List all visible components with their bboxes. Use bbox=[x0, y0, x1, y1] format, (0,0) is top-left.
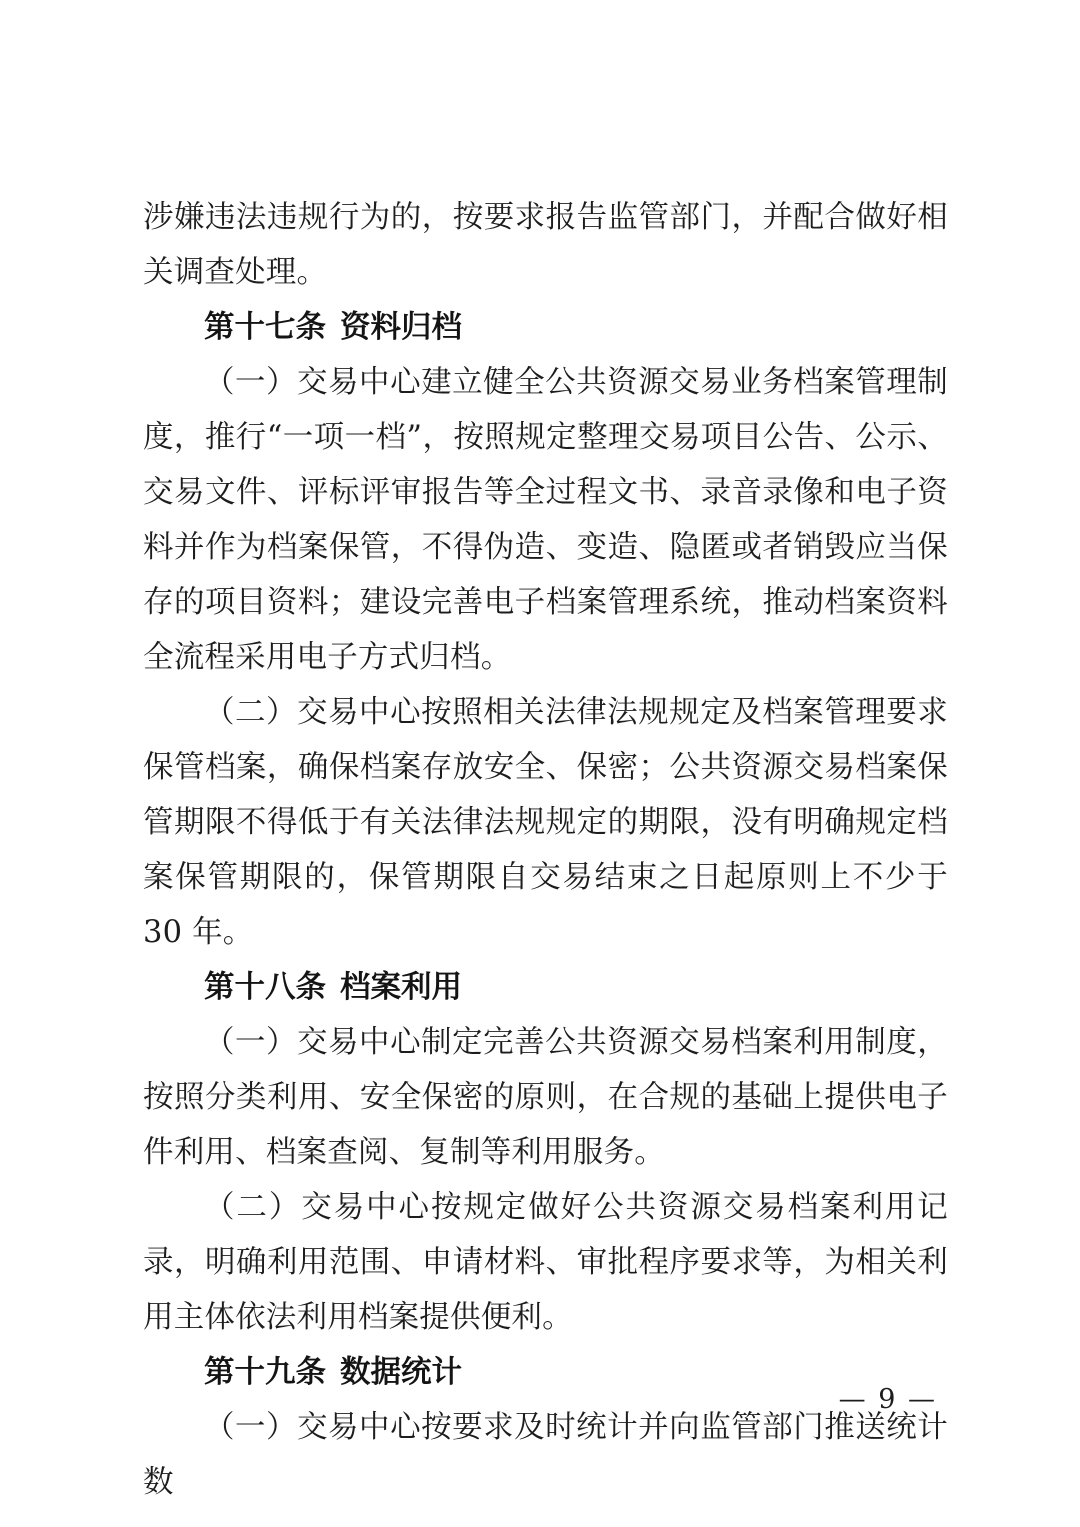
paragraph-18-1: （一）交易中心制定完善公共资源交易档案利用制度，按照分类利用、安全保密的原则，在合规的基础上提供电子件利用、档案查阅、复制等利用服务。 bbox=[143, 1025, 948, 1170]
paragraph-19-1: （一）交易中心按要求及时统计并向监管部门推送统计数 bbox=[143, 1410, 948, 1500]
heading-title: 档案利用 bbox=[340, 969, 462, 1005]
heading-title: 数据统计 bbox=[340, 1354, 462, 1390]
heading-number: 第十八条 bbox=[204, 969, 326, 1005]
heading-number: 第十九条 bbox=[204, 1354, 326, 1390]
paragraph-17-2: （二）交易中心按照相关法律法规规定及档案管理要求保管档案，确保档案存放安全、保密；公共资源交易档案保管期限不得低于有关法律法规规定的期限，没有明确规定档案保管期限的，保管期限自交易结束之日起原则上不少于 30 年。 bbox=[143, 695, 948, 950]
paragraph-18-2: （二）交易中心按规定做好公共资源交易档案利用记录，明确利用范围、申请材料、审批程序要求等，为相关利用主体依法利用档案提供便利。 bbox=[143, 1190, 948, 1335]
heading-article-18 bbox=[143, 960, 948, 1015]
page-number: — 9 — bbox=[838, 1384, 937, 1415]
heading-title: 资料归档 bbox=[340, 309, 462, 345]
heading-article-17 bbox=[143, 300, 948, 355]
paragraph-continued-reporting: 涉嫌违法违规行为的，按要求报告监管部门，并配合做好相关调查处理。 bbox=[143, 200, 948, 290]
document-body bbox=[143, 190, 948, 1510]
paragraph-17-1: （一）交易中心建立健全公共资源交易业务档案管理制度，推行“一项一档”，按照规定整理交易项目公告、公示、交易文件、评标评审报告等全过程文书、录音录像和电子资料并作为档案保管，不得伪造、变造、隐匿或者销毁应当保存的项目资料；建设完善电子档案管理系统，推动档案资料全流程采用电子方式归档。 bbox=[143, 365, 948, 675]
heading-number: 第十七条 bbox=[204, 309, 326, 345]
